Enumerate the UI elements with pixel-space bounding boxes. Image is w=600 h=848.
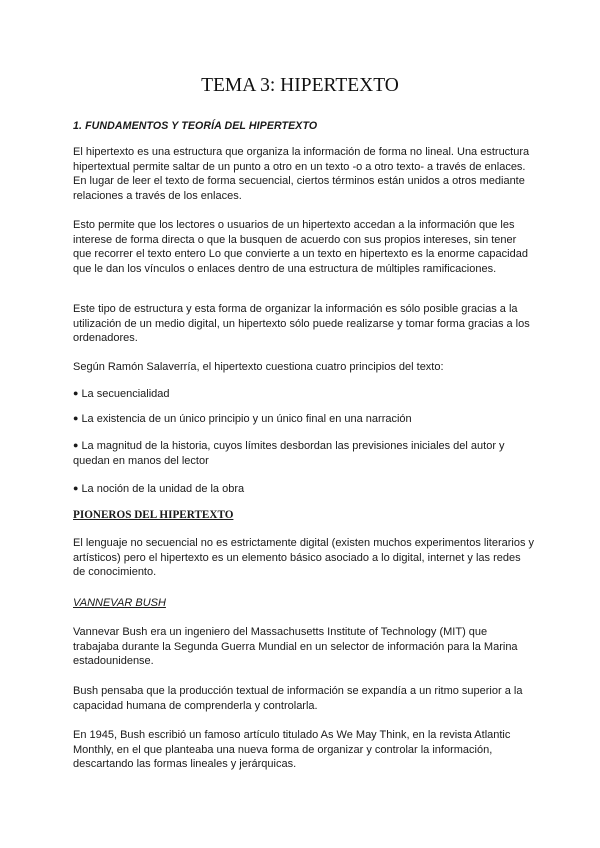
bullet-text: La magnitud de la historia, cuyos límites desbordan las previsiones iniciales del autor y quedan en manos del lector (73, 440, 505, 467)
paragraph-bush-mit: Vannevar Bush era un ingeniero del Massachusetts Institute of Technology (MIT) que trabajaba durante la Segunda Guerra Mundial en un selector de información para la Marina estadounidense. (73, 626, 518, 668)
paragraph-pioneros: El lenguaje no secuencial no es estrictamente digital (existen muchos experimentos literarios y artísticos) pero el hipertexto es un elemento básico asociado a lo digital, internet y las redes de conocimiento. (73, 537, 535, 579)
section-heading-vannevar-bush: VANNEVAR BUSH (73, 597, 166, 609)
section-heading-pioneros: PIONEROS DEL HIPERTEXTO (73, 509, 234, 521)
section-heading-fundamentos: 1. FUNDAMENTOS Y TEORÍA DEL HIPERTEXTO (73, 120, 318, 132)
paragraph-digital-medium: Este tipo de estructura y esta forma de organizar la información es sólo posible gracias a la utilización de un medio digital, un hipertexto sólo puede realizarse y tomar forma gracias a los ordenadores. (73, 303, 530, 345)
bullet-icon: ● (73, 483, 79, 493)
bullet-item (73, 386, 535, 402)
bullet-item (73, 411, 535, 427)
bullet-text: La noción de la unidad de la obra (81, 483, 245, 495)
page-title: TEMA 3: HIPERTEXTO (201, 75, 399, 96)
paragraph-bush-production: Bush pensaba que la producción textual de información se expandía a un ritmo superior a la capacidad humana de comprenderla y controlarla. (73, 685, 523, 712)
paragraph-access: Esto permite que los lectores o usuarios de un hipertexto accedan a la información que les interese de forma directa o que la busquen de acuerdo con sus propios intereses, sin tener que recorrer el texto entero Lo que convierte a un texto en hipertexto es la enorme capacidad que le dan los vínculos o enlaces dentro de una estructura de múltiples ramificaciones. (73, 219, 528, 275)
paragraph-definition: El hipertexto es una estructura que organiza la información de forma no lineal. Una estructura hipertextual permite saltar de un punto a otro en un texto -o a otro texto- a través de enlaces. En lugar de leer el texto de forma secuencial, ciertos términos están unidos a otros mediante relaciones a través de los enlaces. (73, 146, 530, 202)
bullet-icon: ● (73, 388, 79, 398)
bullet-text: La existencia de un único principio y un único final en una narración (81, 413, 412, 425)
bullet-text: La secuencialidad (81, 388, 170, 400)
bullet-icon: ● (73, 440, 79, 450)
bullet-item (73, 481, 535, 497)
paragraph-bush-1945: En 1945, Bush escribió un famoso artículo titulado As We May Think, en la revista Atlantic Monthly, en el que planteaba una nueva forma de organizar y controlar la información, descartando las formas lineales y jerárquicas. (73, 729, 511, 771)
paragraph-salaverria: Según Ramón Salaverría, el hipertexto cuestiona cuatro principios del texto: (73, 361, 444, 373)
bullet-item (73, 438, 535, 468)
bullet-icon: ● (73, 413, 79, 423)
